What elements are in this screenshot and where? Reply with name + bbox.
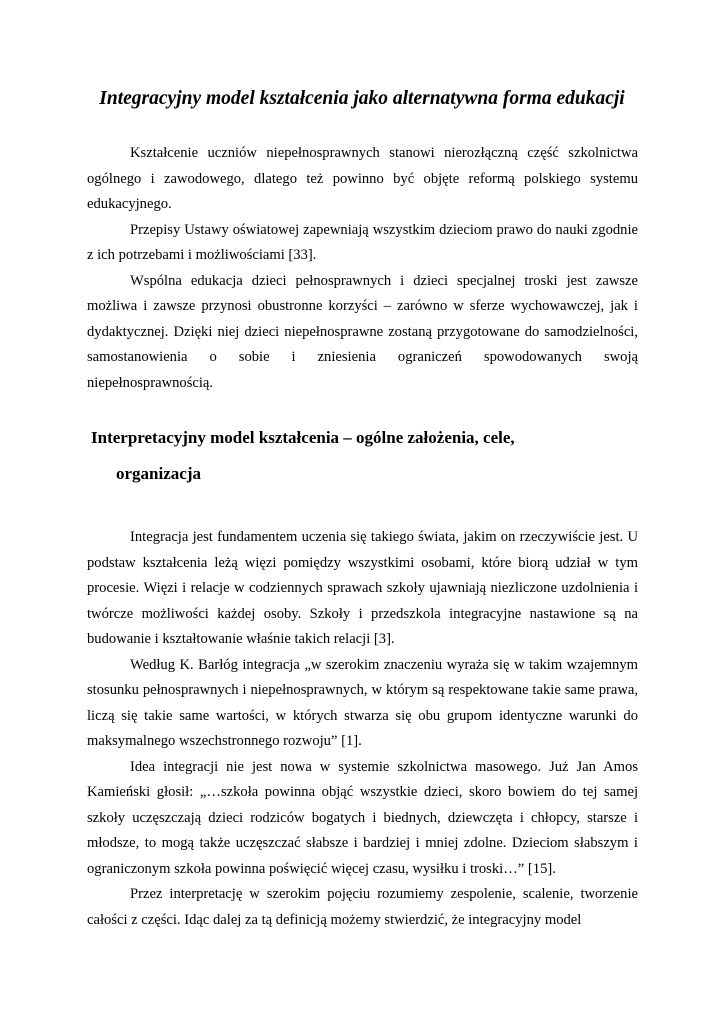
paragraph: Wspólna edukacja dzieci pełnosprawnych i dzieci specjalnej troski jest zawsze możliwa i zawsze przynosi obustronne korzyści – zarówno w sferze wychowawczej, jak i dydaktycznej. Dzięki niej dzieci niepełnosprawne zostaną przygotowane do samodzielności, samostanowienia o sobie i zniesienia ograniczeń spowodowanych swoją niepełnosprawnością.	[87, 272, 638, 391]
paragraph: Przez interpretację w szerokim pojęciu rozumiemy zespolenie, scalenie, tworzenie całości z części. Idąc dalej za tą definicją możemy stwierdzić, że integracyjny model	[87, 886, 638, 928]
section-heading-line1: Interpretacyjny model kształcenia – ogólne założenia, cele,	[91, 428, 515, 447]
section-heading	[91, 420, 651, 492]
intro-section	[87, 141, 638, 396]
body-section	[87, 525, 638, 933]
paragraph: Idea integracji nie jest nowa w systemie szkolnictwa masowego. Już Jan Amos Kamieński głosił: „…szkoła powinna objąć wszystkie dzieci, skoro bowiem do tej samej szkoły uczęszczają dzieci rodziców bogatych i biednych, dziewczęta i chłopcy, starsze i młodsze, to mogą także uczęszczać słabsze i bardziej i mniej zdolne. Dzieciom słabszym i ograniczonym szkoła powinna poświęcić więcej czasu, wysiłku i troski…” [15].	[87, 758, 638, 877]
paragraph: Integracja jest fundamentem uczenia się takiego świata, jakim on rzeczywiście jest. U podstaw kształcenia leżą więzi pomiędzy wszystkimi osobami, które biorą udział w tym procesie. Więzi i relacje w codziennych sprawach szkoły ujawniają niezliczone uzdolnienia i twórcze możliwości każdej osoby. Szkoły i przedszkola integracyjne nastawione są na budowanie i kształtowanie właśnie takich relacji [3].	[87, 529, 638, 647]
document-title: Integracyjny model kształcenia jako alternatywna forma edukacji	[99, 88, 625, 109]
paragraph: Kształcenie uczniów niepełnosprawnych stanowi nierozłączną część szkolnictwa ogólnego i zawodowego, dlatego też powinno być objęte reformą polskiego systemu edukacyjnego.	[87, 145, 638, 212]
section-heading-line2: organizacja	[116, 464, 201, 483]
paragraph: Przepisy Ustawy oświatowej zapewniają wszystkim dzieciom prawo do nauki zgodnie z ich potrzebami i możliwościami [33].	[87, 221, 638, 263]
paragraph: Według K. Barłóg integracja „w szerokim znaczeniu wyraża się w takim wzajemnym stosunku pełnosprawnych i niepełnosprawnych, w którym są respektowane takie same prawa, liczą się takie same wartości, w których stwarza się obu grupom identyczne warunki do maksymalnego wszechstronnego rozwoju” [1].	[87, 656, 638, 749]
